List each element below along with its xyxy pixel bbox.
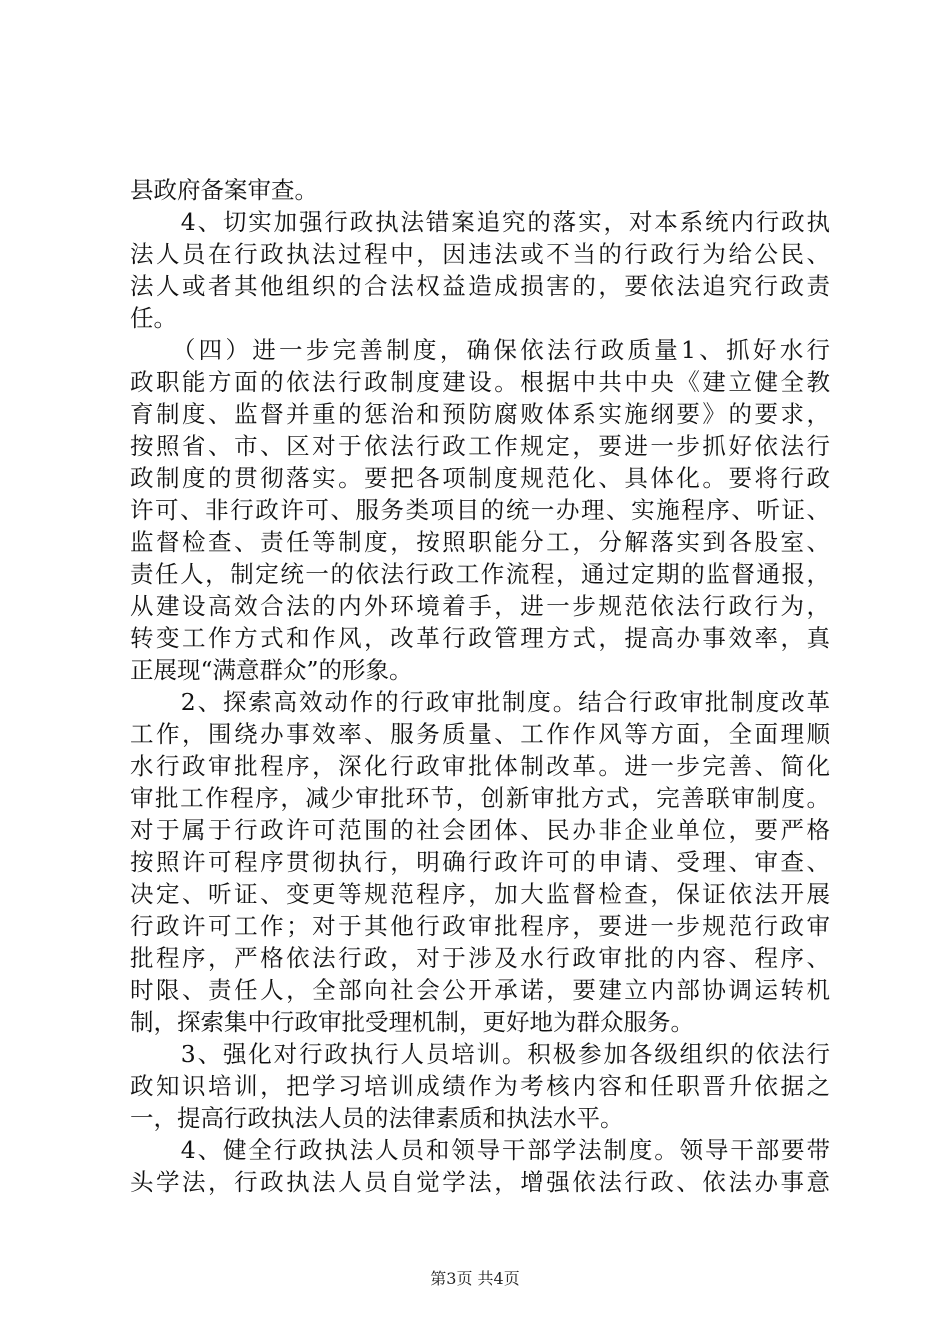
text-line: 正展现“满意群众”的形象。 <box>130 656 413 684</box>
text-line: 时限、责任人，全部向社会公开承诺，要建立内部协调运转机 <box>130 976 830 1004</box>
text-line: 从建设高效合法的内外环境着手，进一步规范依法行政行为， <box>130 592 830 620</box>
text-line: 决定、听证、变更等规范程序，加大监督检查，保证依法开展 <box>130 880 830 908</box>
text-line: 按照许可程序贯彻执行，明确行政许可的申请、受理、审查、 <box>130 848 830 876</box>
text-line: 工作，围绕办事效率、服务质量、工作作风等方面，全面理顺 <box>130 720 830 748</box>
text-line: 制，探索集中行政审批受理机制，更好地为群众服务。 <box>130 1008 694 1036</box>
text-line: 2、探索高效动作的行政审批制度。结合行政审批制度改革 <box>130 688 830 716</box>
text-line: 审批工作程序，减少审批环节，创新审批方式，完善联审制度。 <box>130 784 830 812</box>
text-line: 法人员在行政执法过程中，因违法或不当的行政行为给公民、 <box>130 240 830 268</box>
text-line: 批程序，严格依法行政，对于涉及水行政审批的内容、程序、 <box>130 944 830 972</box>
text-line: 水行政审批程序，深化行政审批体制改革。进一步完善、简化 <box>130 752 830 780</box>
text-line: 责任人，制定统一的依法行政工作流程，通过定期的监督通报， <box>130 560 830 588</box>
text-line: 政制度的贯彻落实。要把各项制度规范化、具体化。要将行政 <box>130 464 830 492</box>
text-line: 对于属于行政许可范围的社会团体、民办非企业单位，要严格 <box>130 816 830 844</box>
text-line: 监督检查、责任等制度，按照职能分工，分解落实到各股室、 <box>130 528 830 556</box>
text-line: 头学法，行政执法人员自觉学法，增强依法行政、依法办事意 <box>130 1168 830 1196</box>
text-line: 政职能方面的依法行政制度建设。根据中共中央《建立健全教 <box>130 368 830 396</box>
page-number-footer: 第3页 共4页 <box>430 1269 520 1288</box>
text-line: 按照省、市、区对于依法行政工作规定，要进一步抓好依法行 <box>130 432 830 460</box>
text-line: 政知识培训，把学习培训成绩作为考核内容和任职晋升依据之 <box>130 1072 830 1100</box>
text-line: （四）进一步完善制度，确保依法行政质量1、抓好水行 <box>130 336 830 364</box>
text-line: 4、健全行政执法人员和领导干部学法制度。领导干部要带 <box>130 1136 830 1164</box>
text-line: 3、强化对行政执行人员培训。积极参加各级组织的依法行 <box>130 1040 830 1068</box>
text-line: 行政许可工作；对于其他行政审批程序，要进一步规范行政审 <box>130 912 830 940</box>
text-line: 一，提高行政执法人员的法律素质和执法水平。 <box>130 1104 624 1132</box>
text-line: 任。 <box>130 304 177 332</box>
text-line: 法人或者其他组织的合法权益造成损害的，要依法追究行政责 <box>130 272 830 300</box>
text-line: 转变工作方式和作风，改革行政管理方式，提高办事效率，真 <box>130 624 830 652</box>
text-line: 4、切实加强行政执法错案追究的落实，对本系统内行政执 <box>130 208 830 236</box>
text-line: 许可、非行政许可、服务类项目的统一办理、实施程序、听证、 <box>130 496 830 524</box>
text-line: 县政府备案审查。 <box>130 176 318 204</box>
text-line: 育制度、监督并重的惩治和预防腐败体系实施纲要》的要求， <box>130 400 830 428</box>
